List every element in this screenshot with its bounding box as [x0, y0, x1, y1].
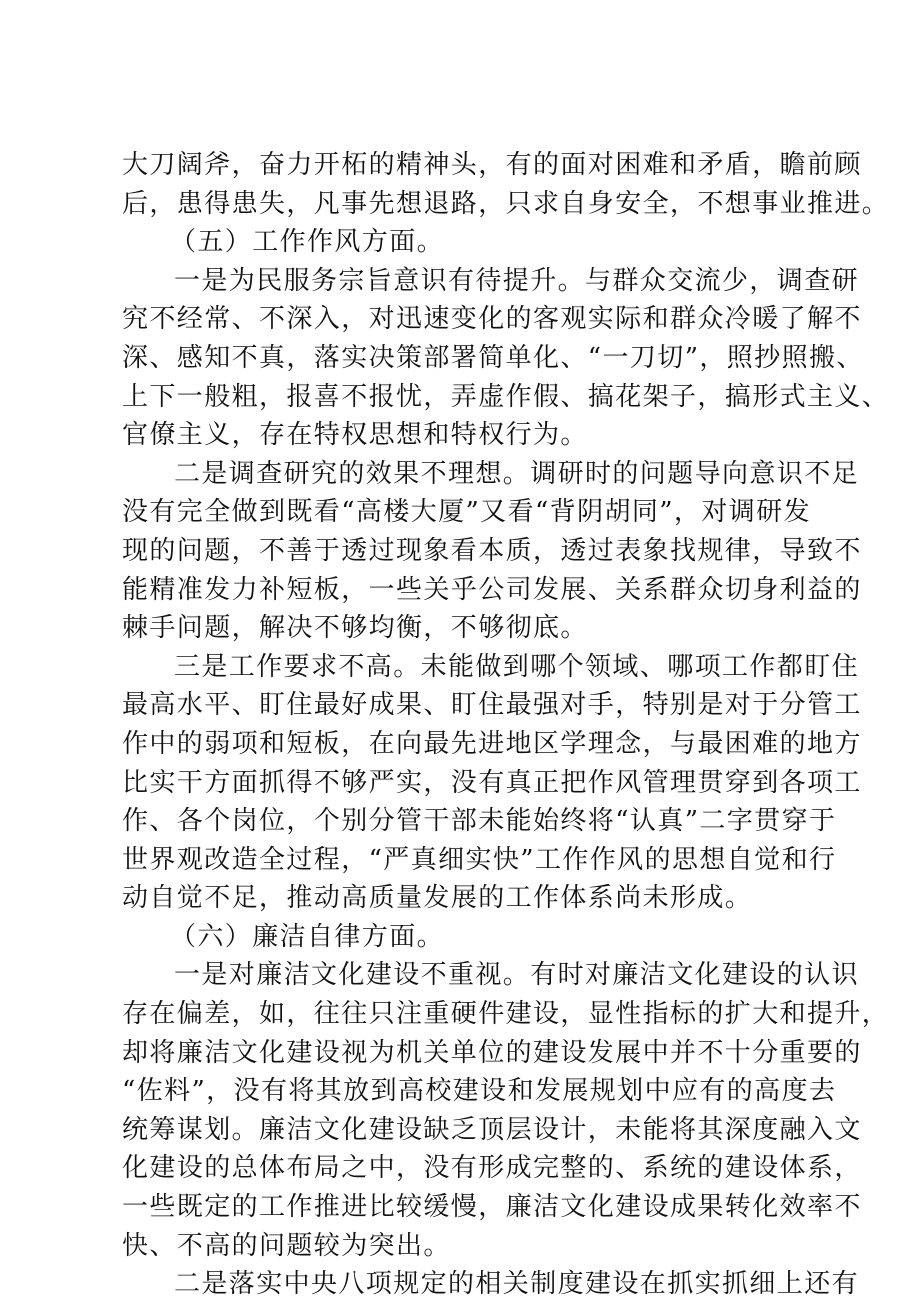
- text-line: 一些既定的工作推进比较缓慢，廉洁文化建设成果转化效率不: [122, 1192, 862, 1223]
- text-line: 最高水平、盯住最好成果、盯住最强对手，特别是对于分管工: [122, 690, 862, 721]
- text-line: 快、不高的问题较为突出。: [122, 1230, 451, 1261]
- paragraph-first-line: 二是落实中央八项规定的相关制度建设在抓实抓细上还有: [174, 1269, 860, 1300]
- text-line: 没有完全做到既看“高楼大厦”又看“背阴胡同”，对调研发: [122, 497, 811, 528]
- text-line: 存在偏差，如，往往只注重硬件建设，显性指标的扩大和提升，: [122, 999, 890, 1030]
- text-line: 官僚主义，存在特权思想和特权行为。: [122, 420, 588, 451]
- paragraph-first-line: 二是调查研究的效果不理想。调研时的问题导向意识不足: [174, 458, 860, 489]
- text-line: 世界观改造全过程，“严真细实快”工作作风的思想自觉和行: [122, 844, 837, 875]
- text-line: 动自觉不足，推动高质量发展的工作体系尚未形成。: [122, 883, 753, 914]
- paragraph-first-line: 一是对廉洁文化建设不重视。有时对廉洁文化建设的认识: [174, 960, 860, 991]
- paragraph-first-line: 三是工作要求不高。未能做到哪个领域、哪项工作都盯住: [174, 651, 860, 682]
- text-line: 上下一般粗，报喜不报忧，弄虚作假、搞花架子，搞形式主义、: [122, 381, 890, 412]
- text-line: 能精准发力补短板，一些关乎公司发展、关系群众切身利益的: [122, 574, 862, 605]
- text-line: 却将廉洁文化建设视为机关单位的建设发展中并不十分重要的: [122, 1037, 862, 1068]
- document-body: [122, 146, 890, 1304]
- text-line: 究不经常、不深入，对迅速变化的客观实际和群众冷暖了解不: [122, 304, 862, 335]
- text-line: 化建设的总体布局之中，没有形成完整的、系统的建设体系，: [122, 1153, 862, 1184]
- text-line: 作、各个岗位，个别分管干部未能始终将“认真”二字贯穿于: [122, 806, 837, 837]
- text-line: 比实干方面抓得不够严实，没有真正把作风管理贯穿到各项工: [122, 767, 862, 798]
- text-line: 深、感知不真，落实决策部署简单化、“一刀切”，照抄照搬、: [122, 342, 864, 373]
- text-line: 作中的弱项和短板，在向最先进地区学理念，与最困难的地方: [122, 728, 862, 759]
- section-heading: （五）工作作风方面。: [170, 227, 445, 258]
- text-line: 后，患得患失，凡事先想退路，只求自身安全，不想事业推进。: [122, 188, 890, 219]
- text-line: 统筹谋划。廉洁文化建设缺乏顶层设计，未能将其深度融入文: [122, 1114, 862, 1145]
- paragraph-first-line: 一是为民服务宗旨意识有待提升。与群众交流少，调查研: [174, 265, 860, 296]
- section-heading: （六）廉洁自律方面。: [170, 921, 445, 952]
- text-line: 棘手问题，解决不够均衡，不够彻底。: [122, 613, 588, 644]
- text-line: 大刀阔斧，奋力开柘的精神头，有的面对困难和矛盾，瞻前顾: [122, 150, 862, 180]
- text-line: 现的问题，不善于透过现象看本质，透过表象找规律，导致不: [122, 535, 862, 566]
- text-line: “佐料”，没有将其放到高校建设和发展规划中应有的高度去: [122, 1076, 837, 1107]
